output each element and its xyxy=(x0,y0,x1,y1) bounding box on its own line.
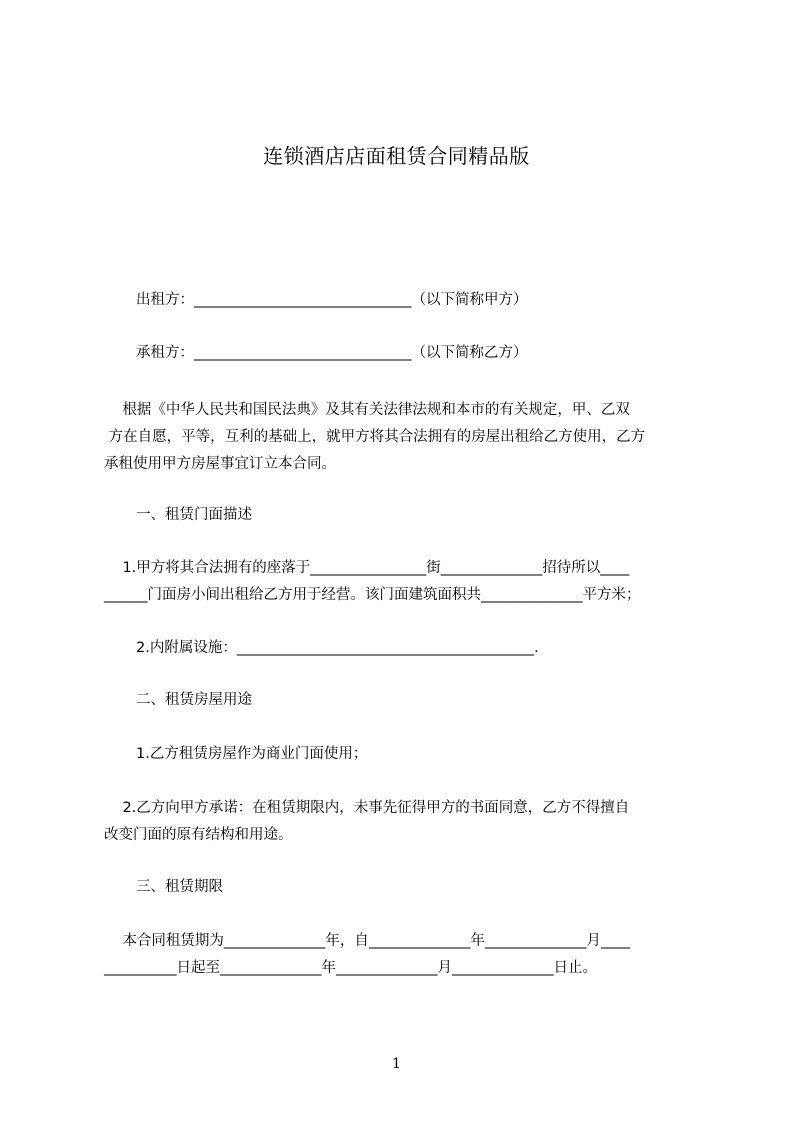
page-number: 1 xyxy=(392,1056,401,1072)
section2-item1: 1.乙方租赁房屋作为商业门面使用； xyxy=(136,746,368,762)
section3-heading: 三、租赁期限 xyxy=(136,879,223,895)
section2-item2: 2.乙方向甲方承诺：在租赁期限内，未事先征得甲方的书面同意，乙方不得擅自 改变门面的原有结构和用途。 xyxy=(104,800,630,843)
lessee-line: 承租方：______________________________（以下简称乙方） xyxy=(136,345,528,361)
section2-heading: 二、租赁房屋用途 xyxy=(136,692,252,708)
section1-item1: 1.甲方将其合法拥有的座落于________________街______________招待所以____ ______门面房小间出租给乙方用于经营。该门面建筑面积共______________平方米； xyxy=(104,560,641,603)
lessor-line: 出租方：______________________________（以下简称甲方） xyxy=(136,292,528,308)
intro-paragraph: 根据《中华人民共和国民法典》及其有关法律法规和本市的有关规定，甲、乙双 方在自愿，平等，互利的基础上，就甲方将其合法拥有的房屋出租给乙方使用，乙方 承租使用甲方房屋事宜订立本合同。 xyxy=(104,402,646,472)
section1-item2: 2.内附属设施：_________________________________________. xyxy=(136,640,539,656)
section1-heading: 一、租赁门面描述 xyxy=(136,507,252,523)
document-title: 连锁酒店店面租赁合同精品版 xyxy=(263,144,530,168)
section3-item1: 本合同租赁期为______________年，自______________年______________月____ __________日起至______________年______________月______________日止。 xyxy=(104,933,630,976)
